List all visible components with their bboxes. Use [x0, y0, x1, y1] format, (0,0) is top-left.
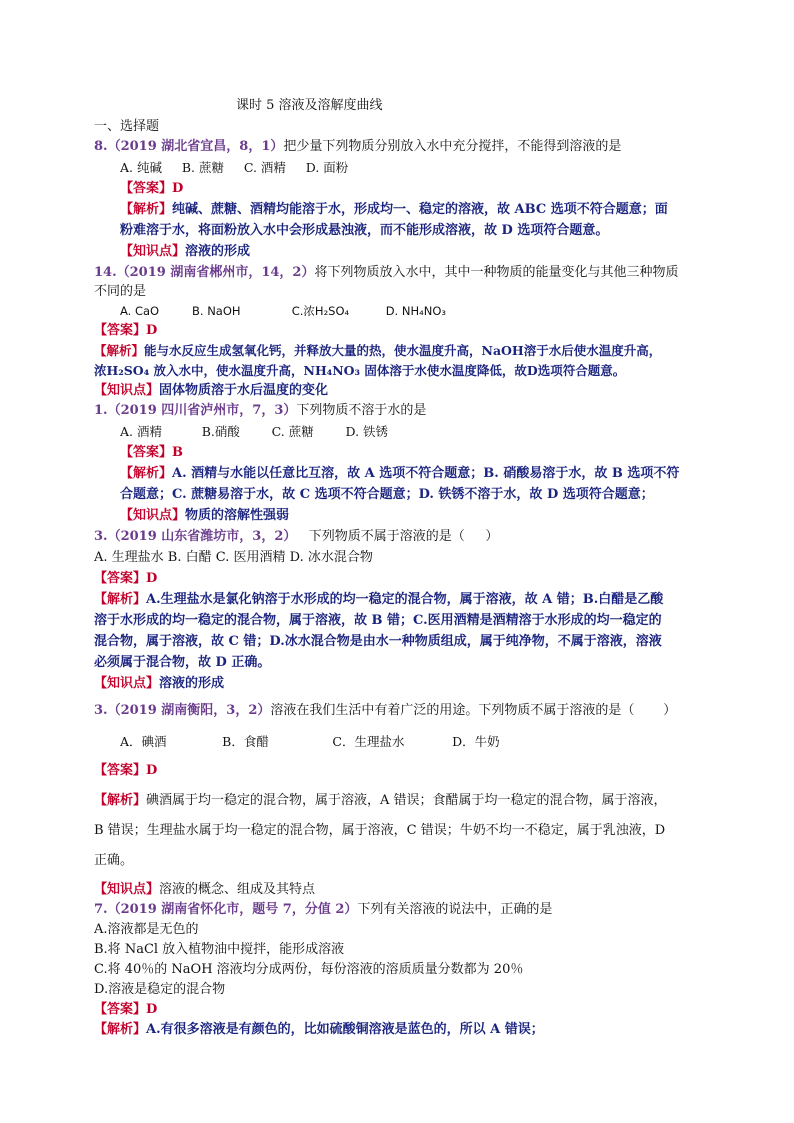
question-1-source: 8.（2019 湖北省宜昌，8，1）	[94, 139, 284, 154]
question-4-explanation-line-4: 必须属于混合物，故 D 正确。	[94, 655, 271, 670]
question-6-option-b: B.将 NaCl 放入植物油中搅拌，能形成溶液	[94, 942, 345, 957]
question-6-answer: 【答案】D	[94, 1002, 158, 1017]
question-5-explanation-line-2: B 错误；生理盐水属于均一稳定的混合物，属于溶液，C 错误；牛奶不均一不稳定，属于乳浊液，D	[94, 823, 666, 838]
question-3-knowledge: 【知识点】物质的溶解性强弱	[120, 508, 290, 523]
question-1-stem: 把少量下列物质分别放入水中充分搅拌，不能得到溶液的是	[283, 139, 622, 154]
explanation-tag: 【解析】	[120, 202, 173, 217]
question-5-explanation-line-3: 正确。	[94, 853, 134, 868]
question-2-answer: 【答案】D	[94, 323, 158, 338]
question-4-options: A. 生理盐水 B. 白醋 C. 医用酒精 D. 冰水混合物	[94, 550, 373, 565]
question-2-explanation-line-1: 【解析】能与水反应生成氢氧化钙，并释放大量的热，使水温度升高，NaOH溶于水后使水温度升高，	[94, 343, 662, 358]
question-6-option-d: D.溶液是稳定的混合物	[94, 982, 226, 997]
question-3-options: A. 酒精 B.硝酸 C. 蔗糖 D. 铁锈	[120, 424, 389, 439]
question-5: 3.（2019 湖南衡阳，3，2）溶液在我们生活中有着广泛的用途。下列物质不属于溶液的是（ ）	[94, 703, 677, 718]
question-1-explanation-line-1: 【解析】纯碱、蔗糖、酒精均能溶于水，形成均一、稳定的溶液，故 ABC 选项不符合题意；面	[120, 202, 668, 217]
question-1-options: A. 纯碱 B. 蔗糖 C. 酒精 D. 面粉	[120, 160, 349, 175]
knowledge-tag: 【知识点】	[120, 244, 186, 259]
answer-tag: 【答案】	[120, 181, 173, 196]
question-2-stem: 将下列物质放入水中，其中一种物质的能量变化与其他三种物质	[314, 265, 679, 280]
question-2-knowledge: 【知识点】固体物质溶于水后温度的变化	[94, 383, 329, 398]
question-4-answer: 【答案】D	[94, 571, 158, 586]
question-1	[94, 137, 704, 157]
section-heading: 一、选择题	[94, 119, 160, 134]
page-title: 课时 5 溶液及溶解度曲线	[236, 98, 383, 113]
question-1-answer	[94, 179, 730, 199]
question-4-explanation-line-1: 【解析】A.生理盐水是氯化钠溶于水形成的均一稳定的混合物，属于溶液，故 A 错；B.白醋是乙酸	[94, 592, 664, 607]
question-4-explanation-line-3: 混合物，属于溶液，故 C 错；D.冰水混合物是由水一种物质组成，属于纯净物，不属于溶液，溶液	[94, 634, 662, 649]
question-5-options: A．碘酒 B．食醋 C．生理盐水 D．牛奶	[120, 734, 500, 749]
question-4: 3.（2019 山东省潍坊市，3，2） 下列物质不属于溶液的是（ ）	[94, 529, 499, 544]
question-4-explanation-line-2: 溶于水形成的均一稳定的混合物，属于溶液，故 B 错；C.医用酒精是酒精溶于水形成的均一稳定的	[94, 613, 662, 628]
question-5-answer: 【答案】D	[94, 763, 158, 778]
question-6-option-a: A.溶液都是无色的	[94, 922, 199, 937]
question-2	[94, 263, 704, 283]
question-3-explanation-line-1: 【解析】A. 酒精与水能以任意比互溶，故 A 选项不符合题意；B. 硝酸易溶于水，故 B 选项不符	[120, 466, 680, 481]
question-5-explanation-line-1: 【解析】碘酒属于均一稳定的混合物，属于溶液，A 错误；食醋属于均一稳定的混合物，属于溶液，	[94, 793, 667, 808]
answer-value: D	[172, 181, 184, 196]
question-1-knowledge: 【知识点】溶液的形成	[120, 244, 251, 259]
question-2-stem-cont: 不同的是	[94, 284, 147, 299]
question-3-answer: 【答案】B	[120, 445, 184, 460]
question-6: 7.（2019 湖南省怀化市，题号 7，分值 2）下列有关溶液的说法中，正确的是	[94, 902, 553, 917]
question-3: 1.（2019 四川省泸州市，7，3）下列物质不溶于水的是	[94, 403, 427, 418]
question-4-knowledge: 【知识点】溶液的形成	[94, 676, 225, 691]
question-5-knowledge: 【知识点】溶液的概念、组成及其特点	[94, 882, 316, 897]
question-1-explanation-line-2: 粉难溶于水，将面粉放入水中会形成悬浊液，而不能形成溶液，故 D 选项符合题意。	[120, 223, 609, 238]
question-2-options: A. CaO B. NaOH C.浓H₂SO₄ D. NH₄NO₃	[120, 304, 446, 318]
question-2-explanation-line-2: 浓H₂SO₄ 放入水中，使水温度升高，NH₄NO₃ 固体溶于水使水温度降低，故D选项符合题意。	[94, 363, 626, 378]
question-2-source: 14.（2019 湖南省郴州市，14，2）	[94, 265, 315, 280]
question-3-explanation-line-2: 合题意；C. 蔗糖易溶于水，故 C 选项不符合题意；D. 铁锈不溶于水，故 D 选项符合题意；	[120, 487, 654, 502]
question-6-explanation-line-1: 【解析】A.有很多溶液是有颜色的，比如硫酸铜溶液是蓝色的，所以 A 错误；	[94, 1022, 544, 1037]
question-6-option-c: C.将 40％的 NaOH 溶液均分成两份，每份溶液的溶质质量分数都为 20％	[94, 962, 524, 977]
